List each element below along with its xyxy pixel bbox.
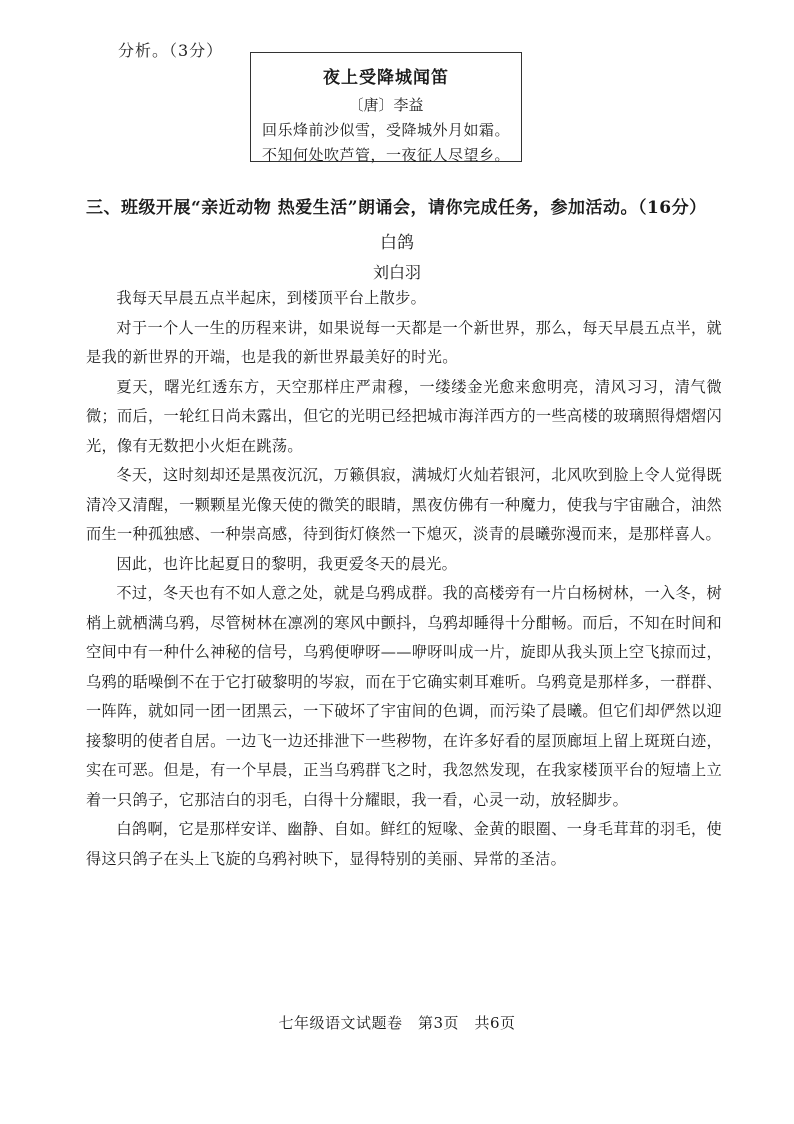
article-title: 白鸽 <box>380 233 414 253</box>
poem-title: 夜上受降城闻笛 <box>323 68 449 88</box>
poem-line-1: 回乐烽前沙似雪，受降城外月如霜。 <box>261 121 510 139</box>
paragraph-4: 冬天，这时刻却还是黑夜沉沉，万籁俱寂，满城灯火灿若银河，北风吹到脸上令人觉得既清冷又清醒，一颗颗星光像天使的微笑的眼睛，黑夜仿佛有一种魔力，使我与宇宙融合，油然而生一种孤独感、一种崇高感，待到街灯倏然一下熄灭，淡青的晨曦弥漫而来，是那样喜人。 <box>86 466 722 543</box>
article-body <box>86 284 722 874</box>
paragraph-6: 不过，冬天也有不如人意之处，就是乌鸦成群。我的高楼旁有一片白杨树林，一入冬，树梢上就栖满乌鸦，尽管树林在凛冽的寒风中颤抖，乌鸦却睡得十分酣畅。而后，不知在时间和空间中有一种什么神秘的信号，乌鸦便咿呀——咿呀叫成一片，旋即从我头顶上空飞掠而过，乌鸦的聒噪倒不在于它打破黎明的岑寂，而在于它确实刺耳难听。乌鸦竟是那样多，一群群、一阵阵，就如同一团一团黑云，一下破坏了宇宙间的色调，而污染了晨曦。但它们却俨然以迎接黎明的使者自居。一边飞一边还排泄下一些秽物，在许多好看的屋顶廊垣上留上斑斑白迹，实在可恶。但是，有一个早晨，正当乌鸦群飞之时，我忽然发现，在我家楼顶平台的短墙上立着一只鸽子，它那洁白的羽毛，白得十分耀眼，我一看，心灵一动，放轻脚步。 <box>86 584 722 809</box>
previous-question-fragment: 分析。（3分） <box>118 41 224 60</box>
section-heading: 三、班级开展“亲近动物 热爱生活”朗诵会，请你完成任务，参加活动。（16分） <box>86 198 707 218</box>
paragraph-2: 对于一个人一生的历程来讲，如果说每一天都是一个新世界，那么，每天早晨五点半，就是我的新世界的开端，也是我的新世界最美好的时光。 <box>86 318 722 366</box>
paragraph-7: 白鸽啊，它是那样安详、幽静、自如。鲜红的短喙、金黄的眼圈、一身毛茸茸的羽毛，使得这只鸽子在头上飞旋的乌鸦衬映下，显得特别的美丽、异常的圣洁。 <box>86 820 722 868</box>
page-footer: 七年级语文试题卷 第3页 共6页 <box>278 1014 516 1032</box>
article-author: 刘白羽 <box>372 263 421 282</box>
paragraph-1: 我每天早晨五点半起床，到楼顶平台上散步。 <box>116 289 427 307</box>
paragraph-5: 因此，也许比起夏日的黎明，我更爱冬天的晨光。 <box>116 554 458 573</box>
paragraph-3: 夏天，曙光红透东方，天空那样庄严肃穆，一缕缕金光愈来愈明亮，清风习习，清气微微；而后，一轮红日尚未露出，但它的光明已经把城市海洋西方的一些高楼的玻璃照得熠熠闪光，像有无数把小火炬在跳荡。 <box>86 377 722 455</box>
poem-author: 〔唐〕李益 <box>348 96 424 114</box>
poem-line-2: 不知何处吹芦管，一夜征人尽望乡。 <box>261 146 510 164</box>
poem-box <box>250 52 522 162</box>
